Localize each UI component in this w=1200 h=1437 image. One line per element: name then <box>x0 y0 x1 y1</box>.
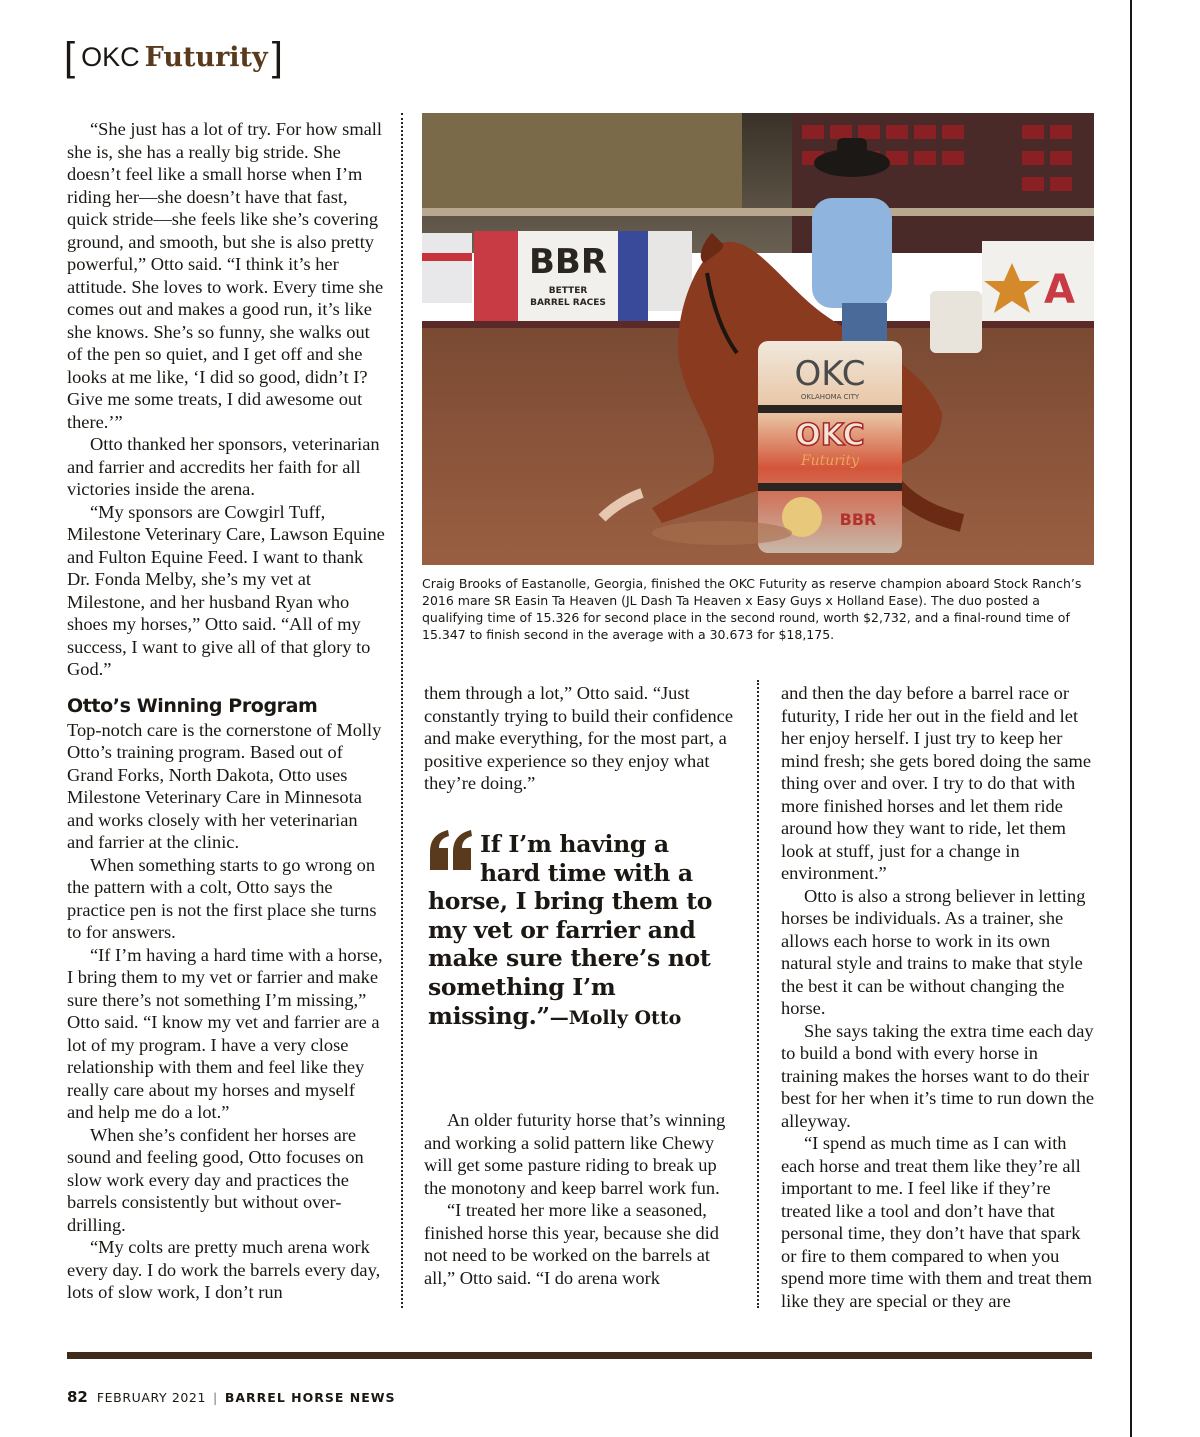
page-edge-line <box>1130 0 1132 1437</box>
paragraph: Otto thanked her sponsors, veterinarian and farrier and accredits her faith for all victories inside the arena. <box>67 434 380 499</box>
magazine-name: BARREL HORSE NEWS <box>224 1390 396 1405</box>
section-prefix: OKC <box>81 41 140 72</box>
banner-bbr-text: BBR <box>528 242 608 282</box>
paragraph: When something starts to go wrong on the pattern with a colt, Otto says the practice pen is not the first place she turns to for answers. <box>67 854 377 942</box>
paragraph: An older futurity horse that’s winning and working a solid pattern like Chewy will get some pasture riding to break up the monotony and keep barrel work fun. <box>424 1110 726 1198</box>
subheading: Otto’s Winning Program <box>67 694 318 717</box>
paragraph: “If I’m having a hard time with a horse, I bring them to my vet or farrier and make sure there’s not something I’m missing,” Otto said. “I know my vet and farrier are a lot of my program. I have a very close relationship with them and feel like they really care about my horses and myself and help me do a lot.” <box>67 944 383 1122</box>
paragraph: Top-notch care is the cornerstone of Molly Otto’s training program. Based out of Grand Forks, North Dakota, Otto uses Milestone Veterinary Care in Minnesota and works closely with her veterinarian and farrier at the clinic. <box>67 719 382 852</box>
quote-mark-icon <box>428 830 474 870</box>
barrel-okc-text: OKC <box>794 354 866 394</box>
barrel-futurity-text: Futurity <box>800 453 860 469</box>
pull-quote-attribution: —Molly Otto <box>549 1006 682 1029</box>
pull-quote <box>428 830 728 1030</box>
barrel-racing-illustration <box>422 113 1094 565</box>
section-header <box>64 36 283 78</box>
paragraph: She says taking the extra time each day to build a bond with every horse in training makes the horses want to do their best for her when it’s time to run down the alleyway. <box>781 1020 1095 1131</box>
paragraph: “She just has a lot of try. For how small she is, she has a really big stride. She doesn’t feel like a small horse when I’m riding her—she doesn’t have that fast, quick stride—she feels like she’s covering ground, and smooth, but she is also pretty powerful,” Otto said. “I think it’s her attitude. She loves to work. Every time she comes out and makes a good run, it’s like she knows. She’s so funny, she walks out of the pen so quiet, and I get off and she looks at me like, ‘I did so good, didn’t I? Give me some treats, I did awesome out there.’” <box>67 119 384 432</box>
left-column <box>67 118 385 1304</box>
pull-quote-text: If I’m having a hard time with a horse, I bring them to my vet or farrier and make sure there’s not something I’m missing.” <box>428 830 713 1030</box>
bracket-close: ] <box>271 35 283 79</box>
banner-bbr-sub1: BETTER <box>548 286 588 296</box>
issue-date: FEBRUARY 2021 <box>96 1390 207 1405</box>
paragraph: “My colts are pretty much arena work every day. I do work the barrels every day, lots of slow work, I don’t run <box>67 1237 381 1302</box>
paragraph: “My sponsors are Cowgirl Tuff, Milestone Veterinary Care, Lawson Equine and Fulton Equine Feed. I want to thank Dr. Fonda Melby, she’s my vet at Milestone, and her husband Ryan who shoes my horses,” Otto said. “All of my success, I want to give all of that glory to God.” <box>67 501 385 679</box>
section-name: Futurity <box>144 41 268 73</box>
paragraph: Otto is also a strong believer in letting horses be individuals. As a trainer, she allows each horse to work in its own natural style and trains to make that style the best it can be without changing the horse. <box>781 885 1086 1018</box>
barrel-okc-logo: OKC <box>795 418 865 453</box>
column-divider <box>401 113 403 1308</box>
page-number: 82 <box>67 1388 88 1406</box>
paragraph: “I treated her more like a seasoned, finished horse this year, because she did not need to be worked on the barrels at all,” Otto said. “I do arena work <box>424 1200 719 1288</box>
barrel-bbr-text: BBR <box>839 510 877 529</box>
paragraph: them through a lot,” Otto said. “Just constantly trying to build their confidence and make everything, for the most part, a positive experience so they enjoy what they’re doing.” <box>424 683 733 793</box>
rodeo-photo <box>422 113 1094 565</box>
banner-bbr-sub2: BARREL RACES <box>530 298 606 308</box>
footer-rule <box>67 1352 1092 1359</box>
paragraph: and then the day before a barrel race or futurity, I ride her out in the field and let her enjoy herself. I just try to keep her mind fresh; she gets bored doing the same thing over and over. I try to do that with more finished horses and let them ride around how they want to ride, let them look at stuff, just for a change in environment.” <box>781 683 1092 883</box>
column-divider <box>757 680 759 1308</box>
middle-column <box>424 682 736 795</box>
svg-text:A: A <box>1044 267 1075 313</box>
right-column <box>781 682 1095 1312</box>
paragraph: “I spend as much time as I can with each horse and treat them like they’re all important to me. I feel like if they’re treated like a tool and don’t have that personal time, they don’t have that spark or fire to them compared to when you spend more time with them and treat them like they are special or they are <box>781 1133 1093 1311</box>
footer-separator: | <box>213 1390 218 1405</box>
paragraph: When she’s confident her horses are sound and feeling good, Otto focuses on slow work every day and practices the barrels consistently but without over-drilling. <box>67 1124 364 1235</box>
photo-caption: Craig Brooks of Eastanolle, Georgia, finished the OKC Futurity as reserve champion aboard Stock Ranch’s 2016 mare SR Easin Ta Heaven (JL Dash Ta Heaven x Easy Guys x Holland Ease). The duo posted a qualifying time of 15.326 for second place in the second round, worth $2,732, and a final-round time of 15.347 to finish second in the average with a 30.673 for $18,175. <box>422 576 1082 642</box>
middle-column-lower <box>424 1109 736 1289</box>
page-footer <box>67 1388 396 1406</box>
barrel-okc-subtext: OKLAHOMA CITY <box>800 393 860 401</box>
bracket-open: [ <box>64 35 76 79</box>
